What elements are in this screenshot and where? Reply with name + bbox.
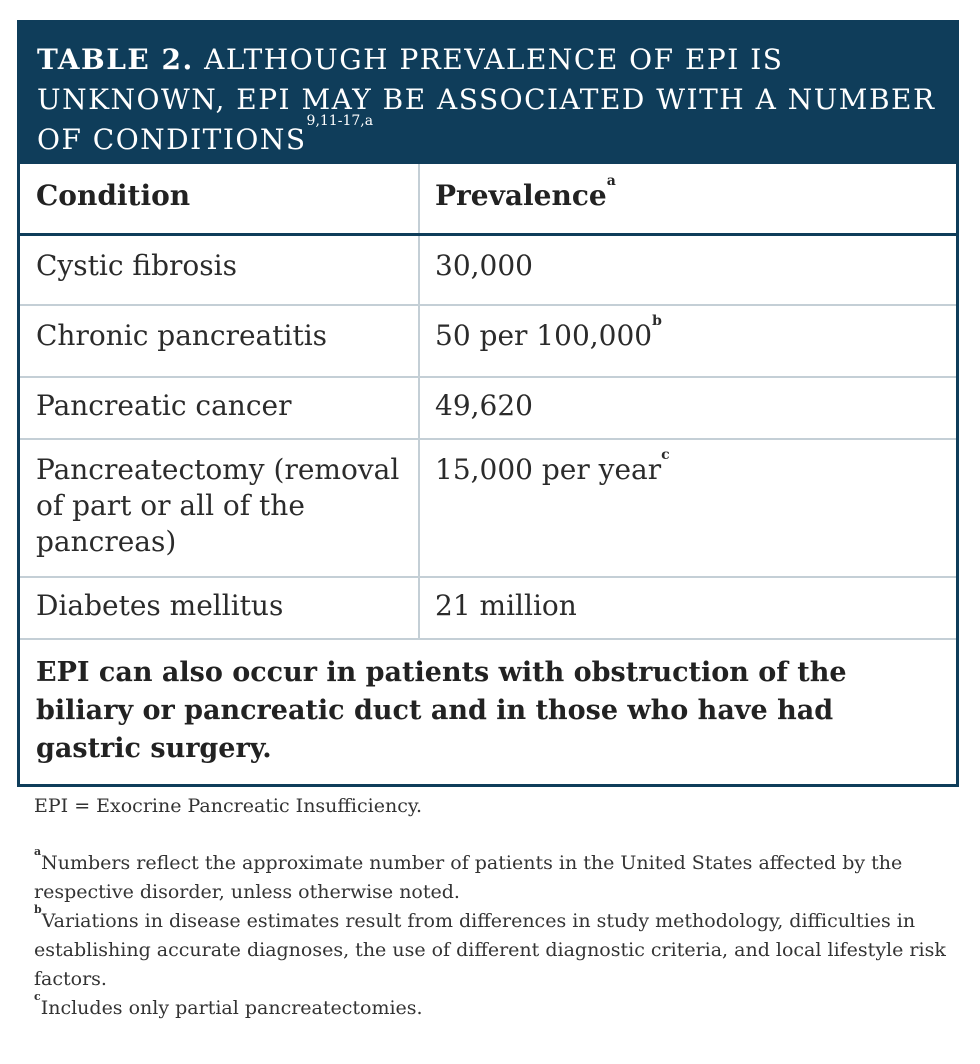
footnote-c [34, 990, 954, 1023]
table-header-row [20, 164, 956, 236]
footnotes [34, 792, 954, 1023]
footnote-c-text: Includes only partial pancreatectomies. [40, 997, 423, 1019]
condition-cell: Diabetes mellitus [20, 578, 420, 638]
table-title [20, 23, 956, 164]
condition-cell: Pancreatectomy (removal of part or all of the pancreas) [20, 440, 420, 576]
footnote-b-text: Variations in disease estimates result from differences in study methodology, difficulties in establishing accurate diagnoses, the use of different diagnostic criteria, and local lifestyle risk factors. [34, 910, 946, 990]
table-row [20, 304, 956, 376]
footnote-a-text: Numbers reflect the approximate number of patients in the United States affected by the respective disorder, unless otherwise noted. [34, 852, 903, 903]
prevalence-value: 50 per 100,000 [435, 319, 653, 352]
condition-cell: Pancreatic cancer [20, 378, 420, 438]
column-header-condition: Condition [20, 164, 420, 233]
table-row [20, 438, 956, 576]
column-header-prevalence-label: Prevalence [435, 179, 607, 212]
table-row [20, 376, 956, 438]
footnote-b [34, 903, 954, 994]
prevalence-value: 15,000 per year [435, 453, 662, 486]
column-header-prevalence [420, 164, 956, 233]
prevalence-cell [420, 236, 956, 304]
condition-cell: Cystic fibrosis [20, 236, 420, 304]
column-header-footnote-mark: a [606, 173, 616, 189]
footnote-c-mark: c [34, 990, 41, 1003]
prevalence-cell [420, 378, 956, 438]
footnote-mark: c [661, 447, 670, 463]
table-row [20, 576, 956, 638]
prevalence-value: 21 million [435, 589, 577, 622]
footnote-b-mark: b [34, 903, 42, 916]
table-row [20, 236, 956, 304]
prevalence-cell [420, 440, 956, 576]
condition-cell: Chronic pancreatitis [20, 306, 420, 376]
prevalence-cell [420, 578, 956, 638]
table-number: TABLE 2. [37, 43, 194, 76]
prevalence-value: 30,000 [435, 249, 533, 282]
table-title-text: ALTHOUGH PREVALENCE OF EPI IS UNKNOWN, EPI MAY BE ASSOCIATED WITH A NUMBER OF CONDITIONS [37, 43, 936, 156]
table-note: EPI can also occur in patients with obstruction of the biliary or pancreatic duct and in those who have had gastric surgery. [20, 638, 956, 784]
footnote-a [34, 845, 954, 907]
abbreviation-note: EPI = Exocrine Pancreatic Insufficiency. [34, 795, 423, 817]
title-references: 9,11-17,a [306, 113, 374, 129]
prevalence-value: 49,620 [435, 389, 533, 422]
prevalence-cell [420, 306, 956, 376]
prevalence-table [17, 20, 959, 787]
footnote-a-mark: a [34, 845, 42, 858]
footnote-mark: b [652, 313, 662, 329]
